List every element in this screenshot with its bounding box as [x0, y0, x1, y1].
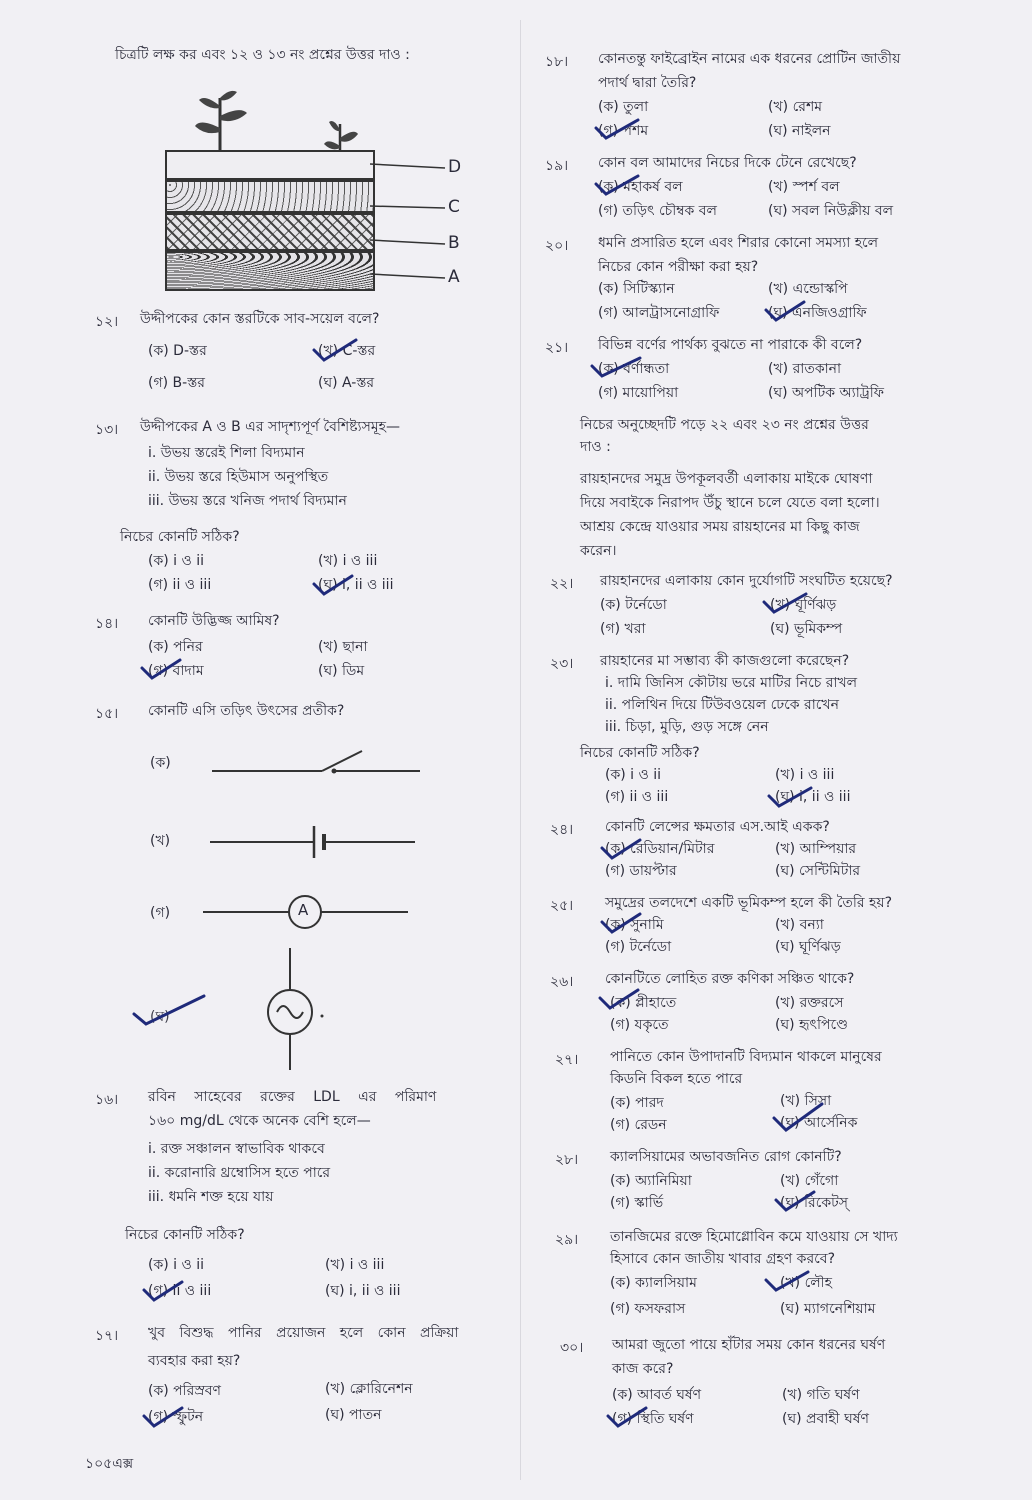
q15-option-gha[interactable]: (ঘ): [150, 1009, 170, 1025]
q13-number: ১৩।: [95, 422, 119, 438]
q16-text-line1: রবিন সাহেবের রক্তের LDL এর পরিমাণ: [148, 1089, 437, 1105]
q24-option-gha[interactable]: (ঘ) সেন্টিমিটার: [775, 863, 861, 879]
q30-option-kha[interactable]: (খ) গতি ঘর্ষণ: [782, 1387, 860, 1403]
q26-option-kha[interactable]: (খ) রক্তরসে: [775, 995, 844, 1011]
q21-option-ga[interactable]: (গ) মায়োপিয়া: [598, 385, 679, 401]
q20-option-kha[interactable]: (খ) এন্ডোস্কপি: [768, 281, 848, 297]
q17-text-line2: ব্যবহার করা হয়?: [148, 1353, 241, 1369]
q19-tick-icon: [592, 172, 642, 198]
q19-option-ka[interactable]: (ক) মহাকর্ষ বল: [598, 179, 683, 195]
q22-option-ka[interactable]: (ক) টর্নেডো: [600, 597, 667, 613]
q20-option-gha[interactable]: (ঘ) এনজিওগ্রাফি: [768, 305, 867, 321]
q22-text: রায়হানদের এলাকায় কোন দুর্যোগটি সংঘটিত হয়েছে?: [600, 573, 893, 589]
q19-option-ga[interactable]: (গ) তড়িৎ চৌম্বক বল: [598, 203, 717, 219]
q30-option-ka[interactable]: (ক) আবর্ত ঘর্ষণ: [612, 1387, 702, 1403]
q27-option-ga[interactable]: (গ) রেডন: [610, 1117, 667, 1133]
q27-option-gha[interactable]: (ঘ) আর্সেনিক: [780, 1115, 858, 1131]
q16-text-line2: ১৬০ mg/dL থেকে অনেক বেশি হলে—: [148, 1113, 371, 1129]
q23-prompt: নিচের কোনটি সঠিক?: [580, 745, 700, 761]
q13-option-kha[interactable]: (খ) i ও iii: [318, 553, 378, 569]
q24-option-kha[interactable]: (খ) আম্পিয়ার: [775, 841, 857, 857]
passage-line-4: করেন।: [580, 543, 617, 559]
q28-option-ka[interactable]: (ক) অ্যানিমিয়া: [610, 1173, 692, 1189]
q23-item-3: iii. চিড়া, মুড়ি, গুড় সঙ্গে নেন: [605, 719, 769, 735]
q21-number: ২১।: [545, 340, 569, 356]
stimulus-intro: চিত্রটি লক্ষ কর এবং ১২ ও ১৩ নং প্রশ্নের উত্তর দাও :: [115, 47, 410, 63]
q13-option-gha[interactable]: (ঘ) i, ii ও iii: [318, 577, 394, 593]
q12-tick-icon: [310, 336, 360, 364]
q12-option-ga[interactable]: (গ) B-স্তর: [148, 375, 205, 391]
q23-tick-icon: [765, 784, 815, 810]
q18-text-line2: পদার্থ দ্বারা তৈরি?: [598, 75, 697, 91]
q27-text-line2: কিডনি বিকল হতে পারে: [610, 1071, 743, 1087]
q15-text: কোনটি এসি তড়িৎ উৎসের প্রতীক?: [148, 703, 345, 719]
q16-option-ka[interactable]: (ক) i ও ii: [148, 1257, 205, 1273]
q23-option-ga[interactable]: (গ) ii ও iii: [605, 789, 669, 805]
q23-option-kha[interactable]: (খ) i ও iii: [775, 767, 835, 783]
q17-option-ka[interactable]: (ক) পরিস্রবণ: [148, 1383, 222, 1399]
q29-option-ga[interactable]: (গ) ফসফরাস: [610, 1301, 686, 1317]
q23-text: রায়হানের মা সম্ভাব্য কী কাজগুলো করেছেন?: [600, 653, 850, 669]
q14-option-ka[interactable]: (ক) পনির: [148, 639, 203, 655]
q13-option-ga[interactable]: (গ) ii ও iii: [148, 577, 212, 593]
q21-option-kha[interactable]: (খ) রাতকানা: [768, 361, 842, 377]
q18-tick-icon: [592, 116, 642, 142]
q12-number: ১২।: [95, 314, 119, 330]
q25-option-ga[interactable]: (গ) টর্নেডো: [605, 939, 672, 955]
q24-option-ga[interactable]: (গ) ডায়প্টার: [605, 863, 677, 879]
q17-text-line1: খুব বিশুদ্ধ পানির প্রয়োজন হলে কোন প্রক্রিয়া: [148, 1325, 459, 1341]
q20-option-ka[interactable]: (ক) সিটিস্ক্যান: [598, 281, 675, 297]
q17-option-ga[interactable]: (গ) স্ফুটন: [148, 1409, 204, 1425]
q19-number: ১৯।: [545, 158, 569, 174]
passage-intro-line2: দাও :: [580, 439, 611, 455]
q28-option-kha[interactable]: (খ) গেঁগো: [780, 1173, 839, 1189]
q17-tick-icon: [140, 1404, 186, 1430]
q27-option-ka[interactable]: (ক) পারদ: [610, 1095, 664, 1111]
q30-option-gha[interactable]: (ঘ) প্রবাহী ঘর্ষণ: [782, 1411, 869, 1427]
q27-option-kha[interactable]: (খ) সিসা: [780, 1093, 832, 1109]
q19-option-kha[interactable]: (খ) স্পর্শ বল: [768, 179, 840, 195]
q17-option-gha[interactable]: (ঘ) পাতন: [325, 1407, 382, 1423]
q25-option-gha[interactable]: (ঘ) ঘূর্ণিঝড়: [775, 939, 841, 955]
soil-layer-figure: [165, 88, 475, 293]
q14-tick-icon: [138, 656, 184, 682]
q25-tick-icon: [598, 910, 644, 936]
q30-text-line2: কাজ করে?: [612, 1361, 674, 1377]
q24-tick-icon: [598, 836, 644, 862]
q29-option-ka[interactable]: (ক) ক্যালসিয়াম: [610, 1275, 697, 1291]
q26-tick-icon: [596, 986, 642, 1012]
layer-c: [165, 180, 375, 213]
q12-option-gha[interactable]: (ঘ) A-স্তর: [318, 375, 375, 391]
q16-option-kha[interactable]: (খ) i ও iii: [325, 1257, 385, 1273]
q28-tick-icon: [772, 1188, 818, 1214]
q14-option-kha[interactable]: (খ) ছানা: [318, 639, 368, 655]
q25-text: সমুদ্রের তলদেশে একটি ভূমিকম্প হলে কী তৈরি হয়?: [605, 895, 893, 911]
q25-option-ka[interactable]: (ক) সুনামি: [605, 917, 664, 933]
q20-number: ২০।: [545, 238, 569, 254]
q29-number: ২৯।: [555, 1232, 579, 1248]
q18-number: ১৮।: [545, 54, 569, 70]
q16-number: ১৬।: [95, 1092, 119, 1108]
q16-item-2: ii. করোনারি থ্রম্বোসিস হতে পারে: [148, 1165, 331, 1181]
q24-text: কোনটি লেন্সের ক্ষমতার এস.আই একক?: [605, 819, 830, 835]
q16-item-3: iii. ধমনি শক্ত হয়ে যায়: [148, 1189, 274, 1205]
q18-option-kha[interactable]: (খ) রেশম: [768, 99, 823, 115]
q24-option-ka[interactable]: (ক) রেডিয়ান/মিটার: [605, 841, 715, 857]
q29-text-line2: হিসাবে কোন জাতীয় খাবার গ্রহণ করবে?: [610, 1251, 836, 1267]
q22-tick-icon: [760, 590, 810, 616]
q28-text: ক্যালসিয়ামের অভাবজনিত রোগ কোনটি?: [610, 1149, 842, 1165]
q22-option-ga[interactable]: (গ) খরা: [600, 621, 646, 637]
ac-source-symbol-icon: [250, 948, 330, 1073]
q12-option-ka[interactable]: (ক) D-স্তর: [148, 343, 207, 359]
q16-tick-icon: [140, 1278, 186, 1304]
q29-tick-icon: [762, 1268, 812, 1294]
q15-tick-icon: [128, 990, 208, 1030]
q29-option-kha[interactable]: (খ) লৌহ: [780, 1275, 833, 1291]
q27-text-line1: পানিতে কোন উপাদানটি বিদ্যমান থাকলে মানুষের: [610, 1049, 882, 1065]
layer-a: [165, 251, 375, 291]
q30-text-line1: আমরা জুতো পায়ে হাঁটার সময় কোন ধরনের ঘর্ষণ: [612, 1337, 886, 1353]
q23-option-ka[interactable]: (ক) i ও ii: [605, 767, 662, 783]
q13-item-1: i. উভয় স্তরেই শিলা বিদ্যমান: [148, 445, 305, 461]
q20-option-ga[interactable]: (গ) আলট্রাসনোগ্রাফি: [598, 305, 720, 321]
label-a: A: [448, 267, 460, 287]
q26-text: কোনটিতে লোহিত রক্ত কণিকা সঞ্চিত থাকে?: [605, 971, 855, 987]
q18-text-line1: কোনতন্তু ফাইব্রোইন নামের এক ধরনের প্রোটিন জাতীয়: [598, 51, 901, 67]
q22-option-kha[interactable]: (খ) ঘূর্ণিঝড়: [770, 597, 837, 613]
q29-option-gha[interactable]: (ঘ) ম্যাগনেশিয়াম: [780, 1301, 876, 1317]
q15-number: ১৫।: [95, 706, 119, 722]
q17-option-kha[interactable]: (খ) ক্লোরিনেশন: [325, 1381, 413, 1397]
q22-number: ২২।: [550, 576, 574, 592]
q28-option-gha[interactable]: (ঘ) রিকেটস্: [780, 1195, 849, 1211]
q30-option-ga[interactable]: (গ) স্থিতি ঘর্ষণ: [612, 1411, 694, 1427]
q14-text: কোনটি উদ্ভিজ্জ আমিষ?: [148, 613, 280, 629]
q14-option-gha[interactable]: (ঘ) ডিম: [318, 663, 365, 679]
q23-number: ২৩।: [550, 656, 574, 672]
ammeter-letter: A: [298, 901, 309, 919]
passage-line-3: আশ্রয় কেন্দ্রে যাওয়ার সময় রায়হানের মা কিছু কাজ: [580, 519, 860, 535]
q19-text: কোন বল আমাদের নিচের দিকে টেনে রেখেছে?: [598, 155, 857, 171]
q20-text-line2: নিচের কোন পরীক্ষা করা হয়?: [598, 259, 759, 275]
q28-number: ২৮।: [555, 1152, 579, 1168]
q16-prompt: নিচের কোনটি সঠিক?: [125, 1227, 245, 1243]
q15-option-kha[interactable]: (খ): [150, 833, 171, 849]
q29-text-line1: তানজিমের রক্তে হিমোগ্লোবিন কমে যাওয়ায় সে খাদ্য: [610, 1229, 898, 1245]
q28-option-ga[interactable]: (গ) স্কার্ভি: [610, 1195, 664, 1211]
q23-item-1: i. দামি জিনিস কৌটায় ভরে মাটির নিচে রাখল: [605, 675, 858, 691]
q18-option-gha[interactable]: (ঘ) নাইলন: [768, 123, 831, 139]
q23-option-gha[interactable]: (ঘ) i, ii ও iii: [775, 789, 851, 805]
label-c: C: [448, 197, 460, 217]
q21-text: বিভিন্ন বর্ণের পার্থক্য বুঝতে না পারাকে কী বলে?: [598, 337, 863, 353]
q21-option-ka[interactable]: (ক) বর্ণান্ধতা: [598, 361, 670, 377]
passage-line-2: দিয়ে সবাইকে নিরাপদ উঁচু স্থানে চলে যেতে বলা হলো।: [580, 495, 880, 511]
q26-option-ka[interactable]: (ক) প্লীহাতে: [610, 995, 677, 1011]
switch-symbol-icon: [212, 745, 427, 785]
passage-intro-line1: নিচের অনুচ্ছেদটি পড়ে ২২ এবং ২৩ নং প্রশ্নের উত্তর: [580, 417, 869, 433]
q18-option-ka[interactable]: (ক) তুলা: [598, 99, 649, 115]
q13-prompt: নিচের কোনটি সঠিক?: [120, 529, 240, 545]
q14-option-ga[interactable]: (গ) বাদাম: [148, 663, 204, 679]
q25-number: ২৫।: [550, 898, 574, 914]
q12-option-kha[interactable]: (খ) C-স্তর: [318, 343, 376, 359]
q13-text: উদ্দীপকের A ও B এর সাদৃশ্যপূর্ণ বৈশিষ্ট্যসমূহ—: [140, 419, 400, 435]
label-b: B: [448, 233, 460, 253]
q27-number: ২৭।: [555, 1052, 579, 1068]
q17-number: ১৭।: [95, 1328, 119, 1344]
q19-option-gha[interactable]: (ঘ) সবল নিউক্লীয় বল: [768, 203, 894, 219]
column-divider: [520, 20, 521, 1480]
label-d: D: [448, 157, 462, 177]
q20-text-line1: ধমনি প্রসারিত হলে এবং শিরার কোনো সমস্যা হলে: [598, 235, 879, 251]
q24-number: ২৪।: [550, 822, 574, 838]
q30-number: ৩০।: [560, 1340, 584, 1356]
q15-option-ga[interactable]: (গ): [150, 905, 171, 921]
q13-option-ka[interactable]: (ক) i ও ii: [148, 553, 205, 569]
q13-item-2: ii. উভয় স্তরে হিউমাস অনুপস্থিত: [148, 469, 329, 485]
q26-number: ২৬।: [550, 974, 574, 990]
q16-option-ga[interactable]: (গ) ii ও iii: [148, 1283, 212, 1299]
q18-option-ga[interactable]: (গ) পশম: [598, 123, 649, 139]
q23-item-2: ii. পলিথিন দিয়ে টিউবওয়েল ঢেকে রাখেন: [605, 697, 839, 713]
q13-tick-icon: [310, 572, 356, 598]
plant-left-icon: [175, 88, 265, 158]
q14-number: ১৪।: [95, 616, 119, 632]
q26-option-ga[interactable]: (গ) যকৃতে: [610, 1017, 669, 1033]
q15-option-ka[interactable]: (ক): [150, 755, 171, 771]
q26-option-gha[interactable]: (ঘ) হৃৎপিণ্ডে: [775, 1017, 848, 1033]
passage-line-1: রায়হানদের সমুদ্র উপকূলবর্তী এলাকায় মাইকে ঘোষণা: [580, 471, 873, 487]
q16-item-1: i. রক্ত সঞ্চালন স্বাভাবিক থাকবে: [148, 1141, 325, 1157]
q30-tick-icon: [604, 1404, 650, 1430]
q21-tick-icon: [588, 354, 644, 380]
q27-tick-icon: [770, 1100, 826, 1134]
q21-option-gha[interactable]: (ঘ) অপটিক অ্যাট্রফি: [768, 385, 884, 401]
layer-pointer-lines: [370, 88, 480, 293]
cell-symbol-icon: [210, 824, 420, 864]
q16-option-gha[interactable]: (ঘ) i, ii ও iii: [325, 1283, 401, 1299]
layer-d: [165, 150, 375, 180]
layer-b: [165, 213, 375, 251]
q20-tick-icon: [762, 298, 808, 324]
q22-option-gha[interactable]: (ঘ) ভূমিকম্প: [770, 621, 843, 637]
q13-item-3: iii. উভয় স্তরে খনিজ পদার্থ বিদ্যমান: [148, 493, 347, 509]
q25-option-kha[interactable]: (খ) বন্যা: [775, 917, 824, 933]
q12-text: উদ্দীপকের কোন স্তরটিকে সাব-সয়েল বলে?: [140, 311, 380, 327]
page-footer: ১০৫এক্স: [85, 1456, 134, 1472]
